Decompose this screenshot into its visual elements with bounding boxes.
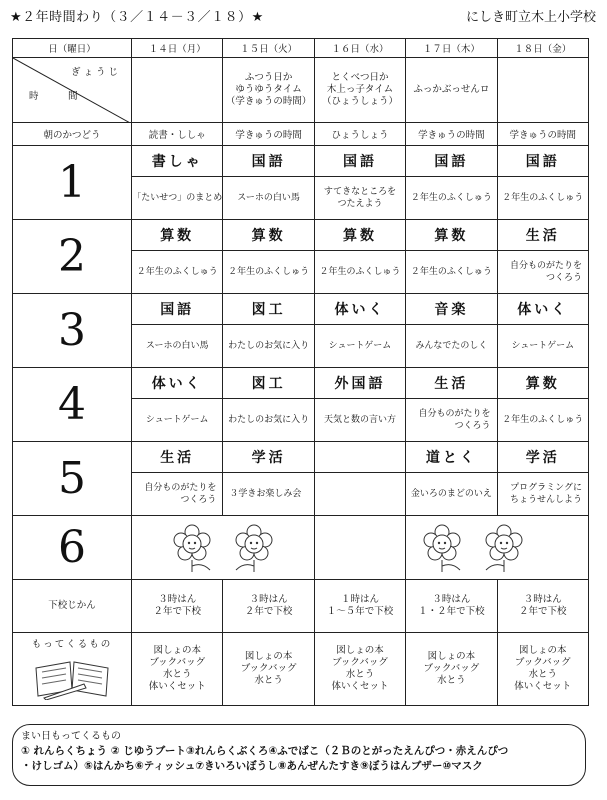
daily-items-line: ・けしゴム）⑤はんかち⑥ティッシュ⑦きいろいぼうし⑧あんぜんたすき⑨ぼうはんブザー⑩マスク	[21, 760, 483, 772]
bring-cell: 図しょの本 ブックバッグ 水とう 体いくセット	[314, 633, 405, 706]
content-cell: 自分ものがたりを つくろう	[132, 473, 223, 516]
subject-cell: 国語	[406, 146, 497, 177]
content-cell: ２年生のふくしゅう	[223, 251, 314, 294]
subject-cell: 算数	[406, 220, 497, 251]
content-cell: 天気と数の言い方	[314, 399, 405, 442]
morning-cell: 読書・ししゃ	[132, 123, 223, 146]
subject-cell: 外国語	[314, 368, 405, 399]
corner-label: 日（曜日）	[13, 39, 132, 58]
subject-cell: 図工	[223, 294, 314, 325]
content-cell: ２年生のふくしゅう	[132, 251, 223, 294]
events-label-cell	[13, 58, 132, 123]
dismissal-cell: ３時はん ２年で下校	[497, 580, 588, 633]
event-cell	[497, 58, 588, 123]
content-cell	[314, 473, 405, 516]
content-cell: ２年生のふくしゅう	[406, 177, 497, 220]
day-header: １８日（金）	[497, 39, 588, 58]
subject-cell: 図工	[223, 368, 314, 399]
subject-cell: 体いく	[497, 294, 588, 325]
time-label: 時 間	[29, 91, 88, 102]
day-header: １７日（木）	[406, 39, 497, 58]
day-header: １６日（水）	[314, 39, 405, 58]
morning-cell: 学きゅうの時間	[223, 123, 314, 146]
content-cell: スーホの白い馬	[223, 177, 314, 220]
flower-characters-illustration	[132, 516, 314, 576]
content-cell: 自分ものがたりを つくろう	[497, 251, 588, 294]
subject-cell: 算数	[223, 220, 314, 251]
subject-cell: 音楽	[406, 294, 497, 325]
period-number: 1	[13, 146, 132, 220]
subject-cell	[314, 442, 405, 473]
dismissal-cell: １時はん １～５年で下校	[314, 580, 405, 633]
event-cell: ふっかぶっせんロ	[406, 58, 497, 123]
content-cell: 自分ものがたりを つくろう	[406, 399, 497, 442]
content-cell: プログラミングに ちょうせんしよう	[497, 473, 588, 516]
content-cell: わたしのお気に入り	[223, 399, 314, 442]
event-cell	[132, 58, 223, 123]
content-cell: すてきなところを つたえよう	[314, 177, 405, 220]
empty-cell	[314, 516, 405, 580]
subject-cell: 生活	[497, 220, 588, 251]
content-cell: シュートゲーム	[497, 325, 588, 368]
bring-cell: 図しょの本 ブックバッグ 水とう 体いくセット	[132, 633, 223, 706]
day-header: １５日（火）	[223, 39, 314, 58]
period-number: 4	[13, 368, 132, 442]
period-number: 2	[13, 220, 132, 294]
schedule-title: ★２年時間わり（３／１４－３／１８）★	[10, 10, 264, 25]
content-cell: ２年生のふくしゅう	[497, 399, 588, 442]
flower-character-icon	[236, 525, 272, 572]
event-cell: ふつう日か ゆうゆうタイム （学きゅうの時間）	[223, 58, 314, 123]
timetable	[12, 38, 589, 706]
morning-cell: ひょうしょう	[314, 123, 405, 146]
flower-character-icon	[486, 525, 522, 572]
content-cell: ３学きお楽しみ会	[223, 473, 314, 516]
content-cell: みんなでたのしく	[406, 325, 497, 368]
subject-cell: 体いく	[314, 294, 405, 325]
subject-cell: 生活	[132, 442, 223, 473]
bring-label-cell	[13, 633, 132, 706]
content-cell: ２年生のふくしゅう	[406, 251, 497, 294]
subject-cell: 学活	[497, 442, 588, 473]
period-number: 3	[13, 294, 132, 368]
content-cell: シュートゲーム	[314, 325, 405, 368]
bring-label: もってくるもの	[31, 638, 113, 650]
content-cell: ２年生のふくしゅう	[497, 177, 588, 220]
content-cell: 「たいせつ」のまとめ	[132, 177, 223, 220]
dismissal-cell: ３時はん １・２年で下校	[406, 580, 497, 633]
subject-cell: 書しゃ	[132, 146, 223, 177]
flower-illustration-cell	[406, 516, 589, 580]
event-cell: とくべつ日か 木上っ子タイム （ひょうしょう）	[314, 58, 405, 123]
flower-illustration-cell	[132, 516, 315, 580]
dismissal-cell: ３時はん ２年で下校	[223, 580, 314, 633]
period-number: 6	[13, 516, 132, 580]
subject-cell: 国語	[497, 146, 588, 177]
morning-cell: 学きゅうの時間	[497, 123, 588, 146]
subject-cell: 体いく	[132, 368, 223, 399]
flower-characters-illustration	[406, 516, 588, 576]
dismissal-label: 下校じかん	[13, 580, 132, 633]
page-header	[10, 6, 600, 26]
subject-cell: 国語	[314, 146, 405, 177]
flower-character-icon	[424, 525, 460, 572]
morning-cell: 学きゅうの時間	[406, 123, 497, 146]
open-book-pencil-icon	[22, 654, 122, 700]
morning-label: 朝のかつどう	[13, 123, 132, 146]
content-cell: ２年生のふくしゅう	[314, 251, 405, 294]
bring-cell: 図しょの本 ブックバッグ 水とう	[223, 633, 314, 706]
daily-items-box	[12, 724, 586, 786]
subject-cell: 算数	[314, 220, 405, 251]
subject-cell: 国語	[132, 294, 223, 325]
content-cell: 金いろのまどのいえ	[406, 473, 497, 516]
day-header: １４日（月）	[132, 39, 223, 58]
events-label: ぎょうじ	[70, 67, 121, 78]
subject-cell: 算数	[497, 368, 588, 399]
period-number: 5	[13, 442, 132, 516]
subject-cell: 生活	[406, 368, 497, 399]
content-cell: スーホの白い馬	[132, 325, 223, 368]
subject-cell: 国語	[223, 146, 314, 177]
flower-character-icon	[174, 525, 210, 572]
content-cell: わたしのお気に入り	[223, 325, 314, 368]
dismissal-cell: ３時はん ２年で下校	[132, 580, 223, 633]
content-cell: シュートゲーム	[132, 399, 223, 442]
subject-cell: 道とく	[406, 442, 497, 473]
daily-items-caption: まい日もってくるもの	[21, 731, 121, 742]
school-name: にしき町立木上小学校	[465, 10, 596, 25]
daily-items-line: ① れんらくちょう ② じゆうブート③れんらくぶくろ④ふでばこ（２Ｂのとがったえんぴつ・赤えんぴつ	[21, 745, 509, 757]
bring-cell: 図しょの本 ブックバッグ 水とう 体いくセット	[497, 633, 588, 706]
subject-cell: 算数	[132, 220, 223, 251]
bring-cell: 図しょの本 ブックバッグ 水とう	[406, 633, 497, 706]
subject-cell: 学活	[223, 442, 314, 473]
